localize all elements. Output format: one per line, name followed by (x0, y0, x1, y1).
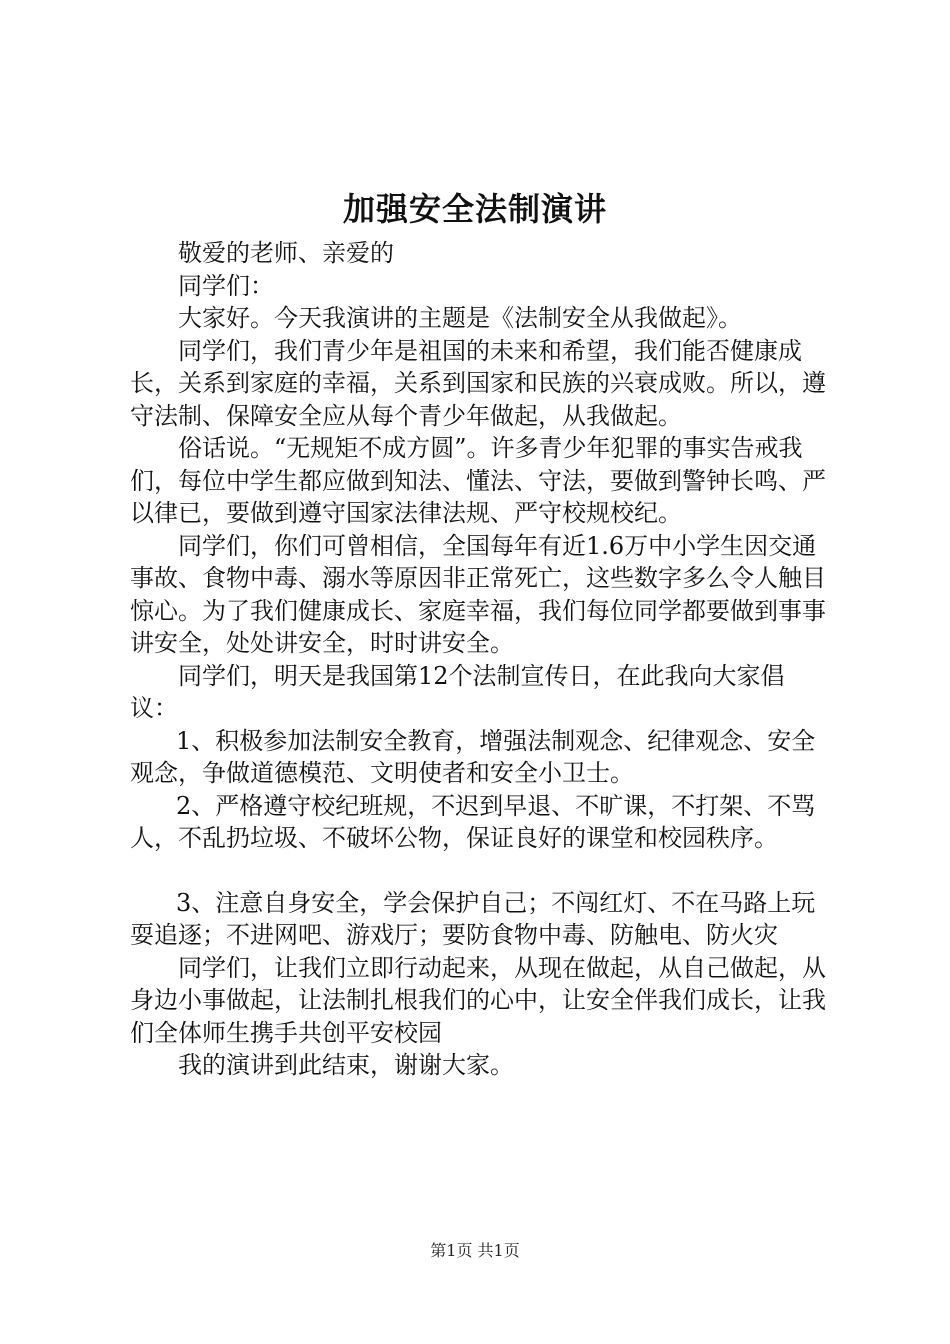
body-paragraph: 俗话说。“无规矩不成方圆”。许多青少年犯罪的事实告戒我们，每位中学生都应做到知法、懂法、守法，要做到警钟长鸣、严以律已，要做到遵守国家法律法规、严守校规校纪。 (130, 434, 826, 527)
proposal-item-1: 1、积极参加法制安全教育，增强法制观念、纪律观念、安全观念，争做道德模范、文明使者和安全小卫士。 (130, 726, 816, 787)
salutation-line-2: 同学们： (178, 271, 274, 300)
greeting-paragraph: 大家好。今天我演讲的主题是《法制安全从我做起》。 (178, 304, 742, 332)
salutation-line-1: 敬爱的老师、亲爱的 (178, 239, 394, 267)
page-footer: 第1页 共1页 (430, 1241, 520, 1260)
document-title: 加强安全法制演讲 (342, 190, 607, 228)
body-paragraph: 同学们，我们青少年是祖国的未来和希望，我们能否健康成长，关系到家庭的幸福，关系到国家和民族的兴衰成败。所以，遵守法制、保障安全应从每个青少年做起，从我做起。 (130, 336, 826, 430)
proposal-item-2: 2、严格遵守校纪班规，不迟到早退、不旷课，不打架、不骂人，不乱扔垃圾、不破坏公物，保证良好的课堂和校园秩序。 (130, 791, 816, 852)
body-paragraph: 同学们，你们可曾相信，全国每年有近1.6万中小学生因交通事故、食物中毒、溺水等原因非正常死亡，这些数字多么令人触目惊心。为了我们健康成长、家庭幸福，我们每位同学都要做到事事讲安全，处处讲安全，时时讲安全。 (130, 531, 826, 657)
body-paragraph: 同学们，明天是我国第12个法制宣传日，在此我向大家倡议： (130, 661, 785, 722)
proposal-item-3: 3、注意自身安全，学会保护自己；不闯红灯、不在马路上玩耍追逐；不进网吧、游戏厅；要防食物中毒、防触电、防火灾 (130, 888, 816, 949)
document-body (130, 237, 830, 1082)
blank-line (130, 855, 830, 887)
closing-paragraph: 我的演讲到此结束，谢谢大家。 (178, 1051, 514, 1079)
closing-call-paragraph: 同学们，让我们立即行动起来，从现在做起，从自己做起，从身边小事做起，让法制扎根我们的心中，让安全伴我们成长，让我们全体师生携手共创平安校园 (130, 953, 826, 1047)
